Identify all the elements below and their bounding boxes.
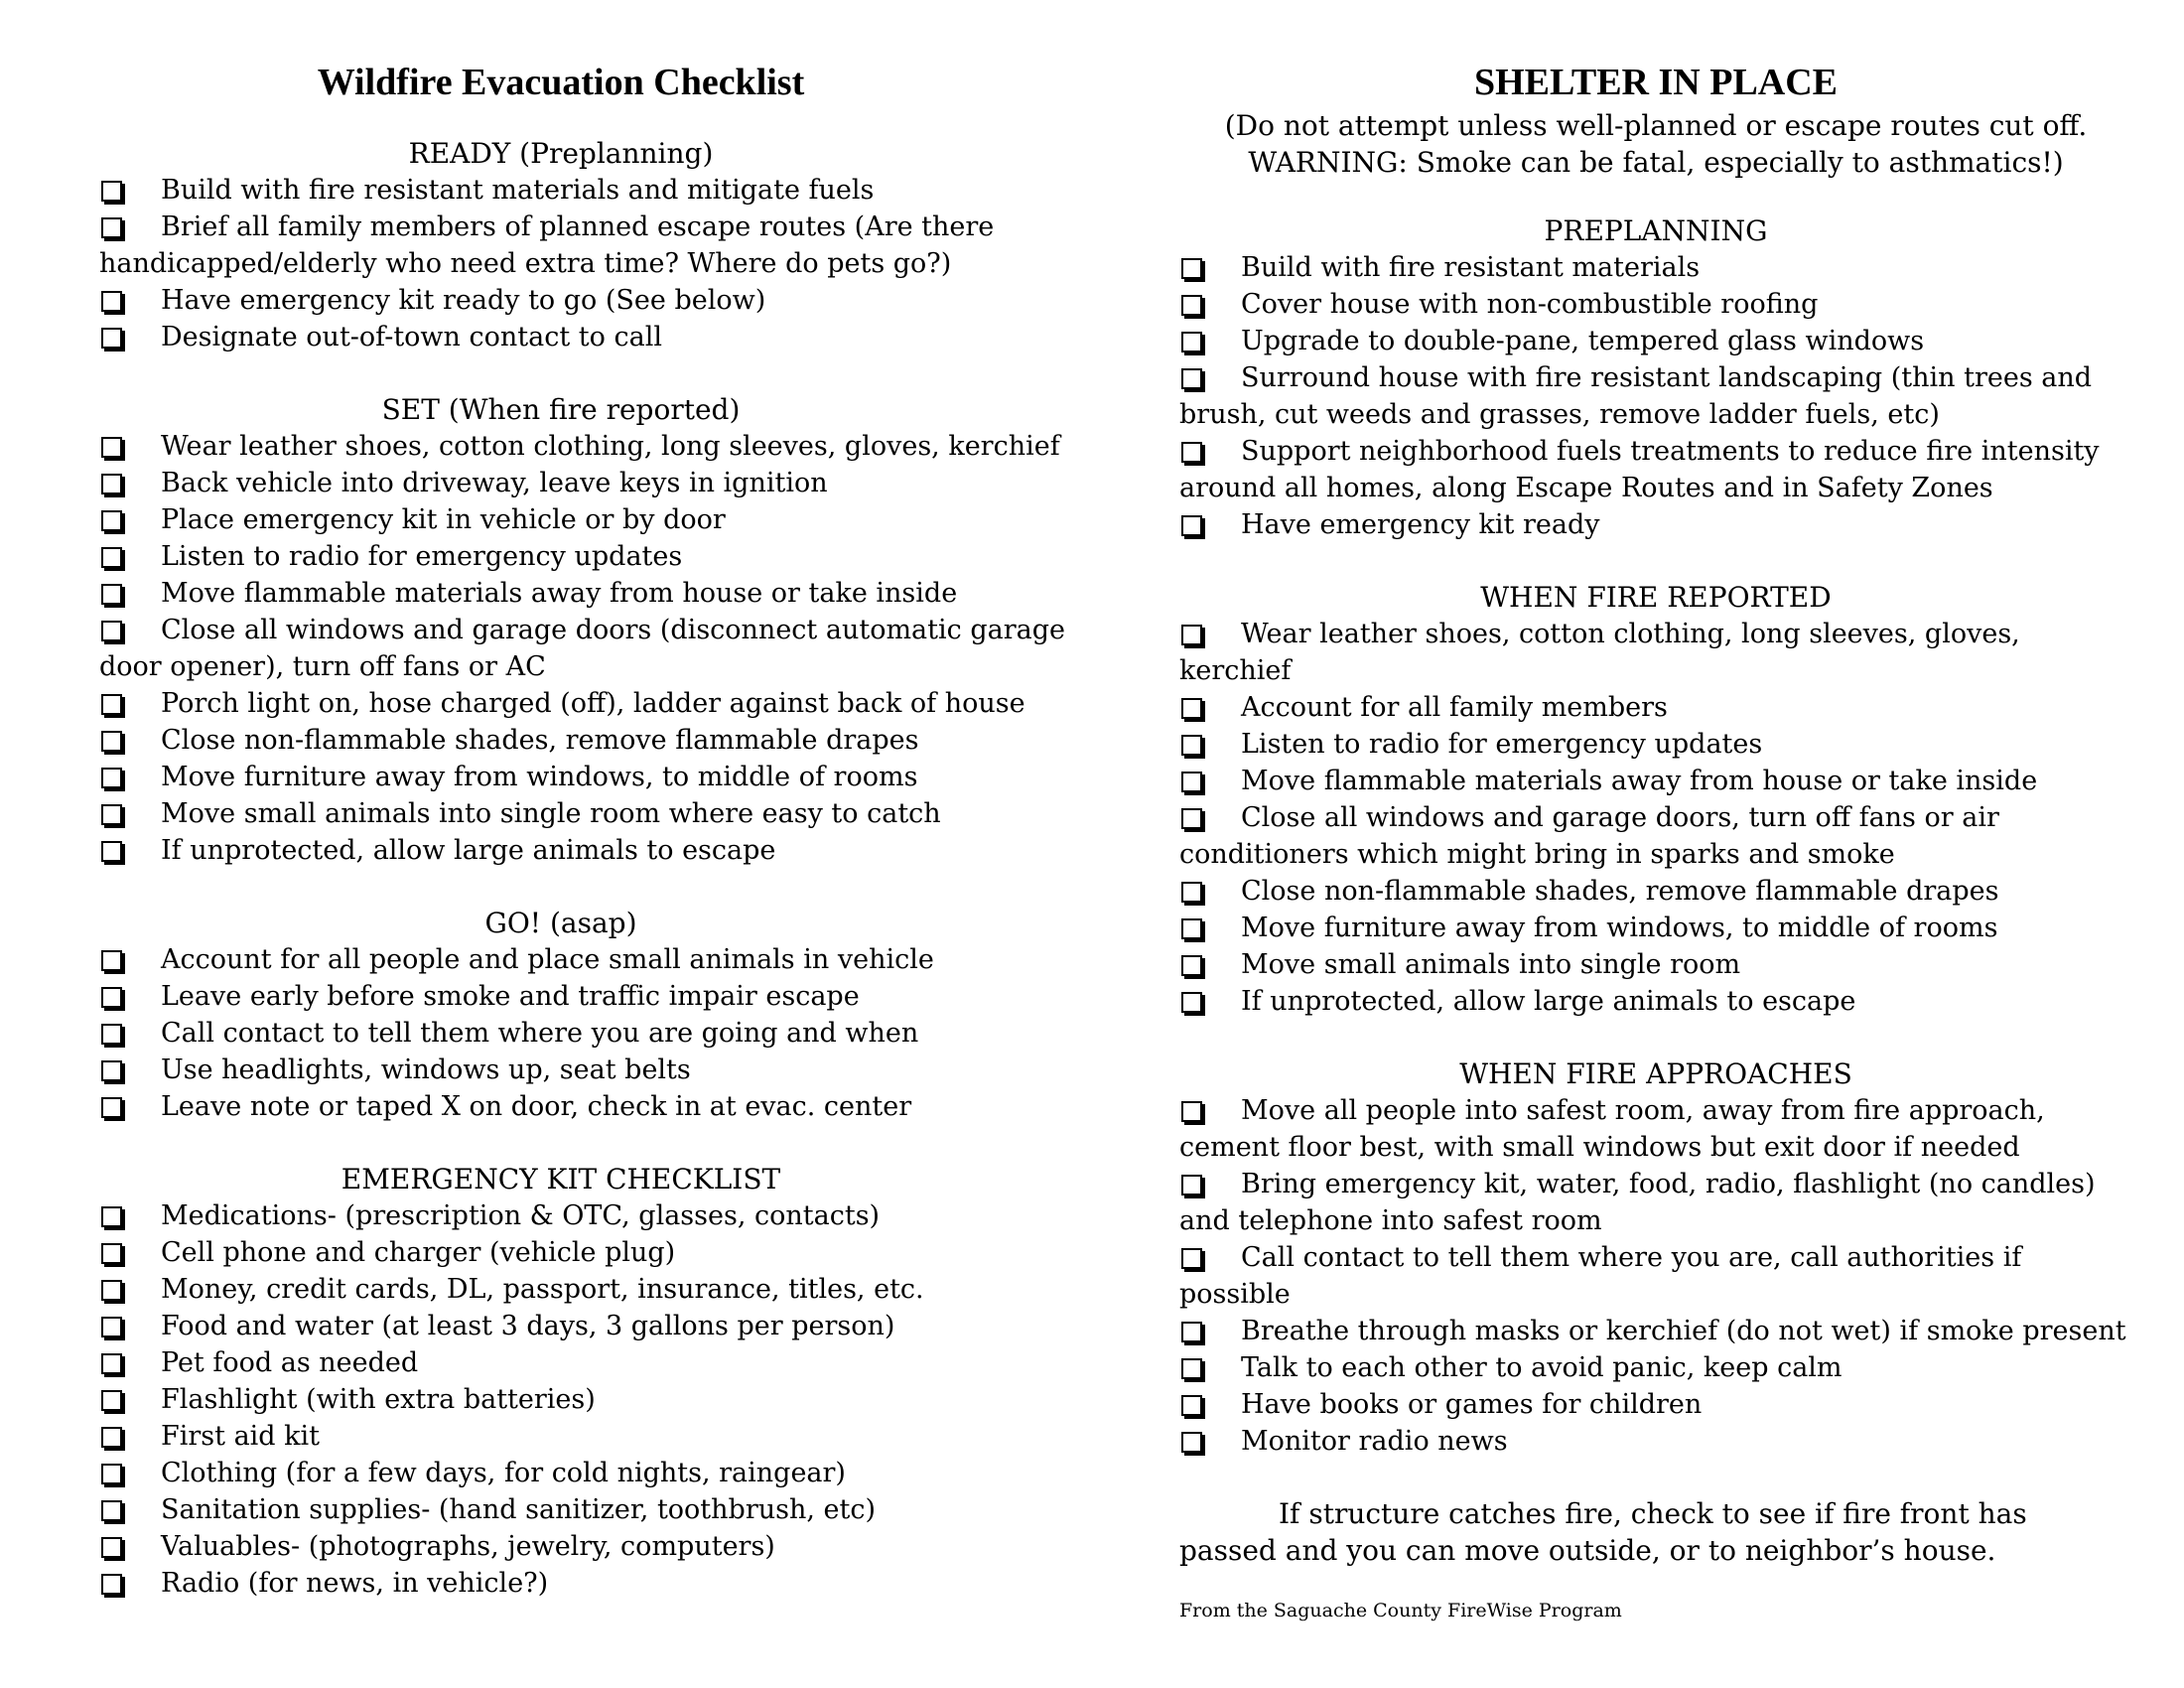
checkbox-icon[interactable] [101,1243,122,1264]
checklist-item [99,209,1092,282]
checkbox-icon[interactable] [1181,1322,1202,1342]
checklist-item [99,722,1092,759]
checklist [99,941,1092,1125]
page-title: Wildfire Evacuation Checklist [317,62,805,103]
checkbox-icon[interactable] [1181,515,1202,536]
checkbox-icon[interactable] [101,1060,122,1081]
checklist-item [1179,799,2132,873]
checklist-item-text: Upgrade to double-pane, tempered glass windows [1241,326,1925,356]
checkbox-icon[interactable] [101,291,122,312]
checkbox-icon[interactable] [1181,1395,1202,1416]
checkbox-icon[interactable] [101,1280,122,1301]
checklist [1179,616,2132,1020]
checklist-item-text: If unprotected, allow large animals to escape [1241,986,1856,1017]
checkbox-icon[interactable] [101,987,122,1008]
checklist-item [1179,1349,2132,1386]
left-sections [99,135,1092,1602]
checklist-item-text: Cell phone and charger (vehicle plug) [161,1237,676,1268]
checklist-item-text: Wear leather shoes, cotton clothing, long sleeves, gloves, kerchief [1179,619,2020,686]
section-heading: EMERGENCY KIT CHECKLIST [341,1163,781,1196]
checkbox-icon[interactable] [101,694,122,715]
checkbox-icon[interactable] [1181,332,1202,352]
checklist-item-text: Pet food as needed [161,1347,419,1378]
section-heading: WHEN FIRE APPROACHES [1459,1057,1852,1090]
checkbox-icon[interactable] [101,1206,122,1227]
checklist-item [99,1455,1092,1491]
checklist-item [99,282,1092,319]
checklist-item [1179,689,2132,726]
checkbox-icon[interactable] [101,1024,122,1045]
checklist [1179,1092,2132,1460]
checklist-item [1179,1423,2132,1460]
checkbox-icon[interactable] [101,621,122,641]
checklist-item-text: Call contact to tell them where you are, call authorities if possible [1179,1242,2022,1310]
checklist-item-text: Leave note or taped X on door, check in at evac. center [161,1091,912,1122]
checklist-item-text: Have books or games for children [1241,1389,1703,1420]
checklist-item [1179,433,2132,506]
section-heading: READY (Preplanning) [408,137,714,170]
checklist-item-text: Have emergency kit ready to go (See below) [161,285,766,316]
checklist-item [99,978,1092,1015]
checklist-item [1179,286,2132,323]
checklist-item [99,1491,1092,1528]
checklist-item [1179,910,2132,946]
checklist-item-text: First aid kit [161,1421,321,1452]
checkbox-icon[interactable] [101,1317,122,1337]
checklist-item [99,1271,1092,1308]
checklist-item [1179,1166,2132,1239]
checkbox-icon[interactable] [101,1500,122,1521]
checklist [1179,249,2132,543]
checklist-item-text: Support neighborhood fuels treatments to reduce fire intensity around all homes, along Escape Routes and in Safety Zones [1179,436,2100,503]
checkbox-icon[interactable] [1181,625,1202,645]
checklist [99,428,1092,869]
checkbox-icon[interactable] [1181,992,1202,1013]
checkbox-icon[interactable] [101,181,122,202]
checkbox-icon[interactable] [1181,772,1202,792]
checklist-item [1179,1313,2132,1349]
checkbox-icon[interactable] [1181,735,1202,756]
checklist-item [99,319,1092,355]
checkbox-icon[interactable] [101,510,122,531]
subtitle-line-1: (Do not attempt unless well-planned or escape routes cut off. [1224,109,2088,142]
checklist-item-text: Move small animals into single room [1241,949,1741,980]
checklist-item-text: Build with fire resistant materials [1241,252,1701,283]
shelter-subtitle [1179,105,2132,183]
checkbox-icon[interactable] [101,1353,122,1374]
checklist-item [99,1197,1092,1234]
checkbox-icon[interactable] [101,731,122,752]
checklist-item [1179,1239,2132,1313]
checkbox-icon[interactable] [1181,808,1202,829]
checklist-item-text: Money, credit cards, DL, passport, insurance, titles, etc. [161,1274,924,1305]
checklist-item [99,1565,1092,1602]
checklist [99,1197,1092,1602]
checklist-item-text: Monitor radio news [1241,1426,1508,1457]
section-spacer [1179,543,2132,579]
checklist-item-text: If unprotected, allow large animals to escape [161,835,776,866]
checklist-item-text: Talk to each other to avoid panic, keep calm [1241,1352,1843,1383]
checklist-item [99,941,1092,978]
checkbox-icon[interactable] [101,1097,122,1118]
checklist [99,172,1092,355]
checklist-item-text: Place emergency kit in vehicle or by door [161,504,726,535]
checklist-item-text: Back vehicle into driveway, leave keys in ignition [161,468,828,498]
checkbox-icon[interactable] [1181,918,1202,939]
checklist-item [1179,1386,2132,1423]
checklist-item-text: Listen to radio for emergency updates [161,541,683,572]
checkbox-icon[interactable] [101,217,122,238]
checklist-item [99,685,1092,722]
checkbox-icon[interactable] [1181,295,1202,316]
checklist-item [99,1234,1092,1271]
checkbox-icon[interactable] [1181,1358,1202,1379]
checkbox-icon[interactable] [1181,955,1202,976]
right-sections [1179,212,2132,1460]
checkbox-icon[interactable] [101,1464,122,1484]
section-spacer [99,869,1092,905]
checklist-item [99,1308,1092,1344]
checklist-item-text: Use headlights, windows up, seat belts [161,1055,691,1085]
section-heading: SET (When fire reported) [381,393,741,426]
checklist-item [1179,1092,2132,1166]
checkbox-icon[interactable] [101,1427,122,1448]
left-column [99,0,1092,1602]
checkbox-icon[interactable] [101,1574,122,1595]
checklist-item [1179,946,2132,983]
checklist-item-text: Move flammable materials away from house or take inside [161,578,958,609]
checklist-item-text: Call contact to tell them where you are going and when [161,1018,919,1049]
checklist-item [1179,873,2132,910]
checkbox-icon[interactable] [101,804,122,825]
checklist-item [1179,249,2132,286]
checkbox-icon[interactable] [1181,258,1202,279]
checklist-item-text: Bring emergency kit, water, food, radio, flashlight (no candles) and telephone into safest room [1179,1169,2096,1236]
checklist-item-text: Listen to radio for emergency updates [1241,729,1763,760]
checkbox-icon[interactable] [1181,442,1202,463]
checklist-item [99,465,1092,501]
checklist-item-text: Close all windows and garage doors, turn off fans or air conditioners which might bring in sparks and smoke [1179,802,1999,870]
checkbox-icon[interactable] [1181,1248,1202,1269]
section-spacer [99,1125,1092,1161]
source-credit: From the Saguache County FireWise Program [1179,1600,1622,1621]
checklist-item-text: Breathe through masks or kerchief (do not wet) if smoke present [1241,1316,2126,1346]
checklist-item [99,759,1092,795]
checklist-item [1179,323,2132,359]
checkbox-icon[interactable] [101,328,122,349]
checklist-item [99,1418,1092,1455]
checklist-item-text: Porch light on, hose charged (off), ladder against back of house [161,688,1025,719]
checklist-item [1179,983,2132,1020]
checklist-item [99,1015,1092,1052]
checkbox-icon[interactable] [101,1537,122,1558]
checklist-item-text: Surround house with fire resistant landscaping (thin trees and brush, cut weeds and grasses, remove ladder fuels, etc) [1179,362,2093,430]
checkbox-icon[interactable] [101,950,122,971]
checklist-item-text: Account for all family members [1241,692,1668,723]
section-spacer [1179,1020,2132,1055]
checkbox-icon[interactable] [101,437,122,458]
checklist-item [99,795,1092,832]
shelter-title: SHELTER IN PLACE [1473,62,1839,103]
checklist-item-text: Account for all people and place small animals in vehicle [161,944,934,975]
subtitle-line-2: WARNING: Smoke can be fatal, especially to asthmatics!) [1248,146,2064,179]
checklist-item [99,172,1092,209]
checkbox-icon[interactable] [1181,368,1202,389]
checklist-item [99,1528,1092,1565]
checklist-item-text: Cover house with non-combustible roofing [1241,289,1819,320]
checklist-item-text: Build with fire resistant materials and mitigate fuels [161,175,875,206]
checklist-item-text: Move all people into safest room, away from fire approach, cement floor best, with small windows but exit door if needed [1179,1095,2045,1163]
checklist-item [99,1088,1092,1125]
checklist-item [1179,359,2132,433]
checkbox-icon[interactable] [1181,882,1202,903]
checklist-item [99,832,1092,869]
checklist-item-text: Flashlight (with extra batteries) [161,1384,596,1415]
checkbox-icon[interactable] [101,768,122,788]
checklist-item-text: Close non-flammable shades, remove flammable drapes [161,725,919,756]
checkbox-icon[interactable] [1181,1175,1202,1196]
checklist-item-text: Close non-flammable shades, remove flammable drapes [1241,876,1999,907]
checklist-item [99,1381,1092,1418]
checkbox-icon[interactable] [101,547,122,568]
checklist-item [99,538,1092,575]
checkbox-icon[interactable] [1181,1101,1202,1122]
checkbox-icon[interactable] [101,584,122,605]
checklist-item-text: Radio (for news, in vehicle?) [161,1568,549,1599]
section-heading: WHEN FIRE REPORTED [1480,581,1832,614]
checklist-item-text: Clothing (for a few days, for cold nights, raingear) [161,1458,846,1488]
section-spacer [99,355,1092,391]
section-heading: PREPLANNING [1544,214,1768,247]
checklist-item [99,1052,1092,1088]
checklist-item-text: Move small animals into single room where easy to catch [161,798,941,829]
section-heading: GO! (asap) [484,907,637,939]
checkbox-icon[interactable] [101,841,122,862]
checkbox-icon[interactable] [1181,698,1202,719]
checklist-item-text: Food and water (at least 3 days, 3 gallons per person) [161,1311,895,1341]
fire-note: If structure catches fire, check to see if fire front has passed and you can move outside, or to neighbor’s house. [1179,1497,2027,1567]
checklist-item-text: Have emergency kit ready [1241,509,1600,540]
checklist-item [1179,616,2132,689]
checklist-item-text: Close all windows and garage doors (disconnect automatic garage door opener), turn off fans or AC [99,615,1065,682]
checklist-item [99,612,1092,685]
checklist-item-text: Designate out-of-town contact to call [161,322,662,352]
checkbox-icon[interactable] [101,1390,122,1411]
checklist-item-text: Medications- (prescription & OTC, glasses, contacts) [161,1200,881,1231]
right-column [1179,0,2132,1624]
checkbox-icon[interactable] [101,474,122,494]
checklist-item-text: Move flammable materials away from house or take inside [1241,766,2038,796]
checklist-item-text: Valuables- (photographs, jewelry, computers) [161,1531,775,1562]
checklist-item [99,575,1092,612]
checklist-item [1179,763,2132,799]
checklist-item-text: Brief all family members of planned escape routes (Are there handicapped/elderly who need extra time? Where do pets go?) [99,211,995,279]
checklist-item [99,1344,1092,1381]
checklist-item [1179,726,2132,763]
checklist-item [1179,506,2132,543]
checklist-item [99,501,1092,538]
checklist-item-text: Wear leather shoes, cotton clothing, long sleeves, gloves, kerchief [161,431,1060,462]
checklist-item-text: Move furniture away from windows, to middle of rooms [161,762,918,792]
checklist-item-text: Leave early before smoke and traffic impair escape [161,981,860,1012]
checklist-item-text: Move furniture away from windows, to middle of rooms [1241,913,1998,943]
checkbox-icon[interactable] [1181,1432,1202,1453]
checklist-item-text: Sanitation supplies- (hand sanitizer, toothbrush, etc) [161,1494,877,1525]
checklist-item [99,428,1092,465]
